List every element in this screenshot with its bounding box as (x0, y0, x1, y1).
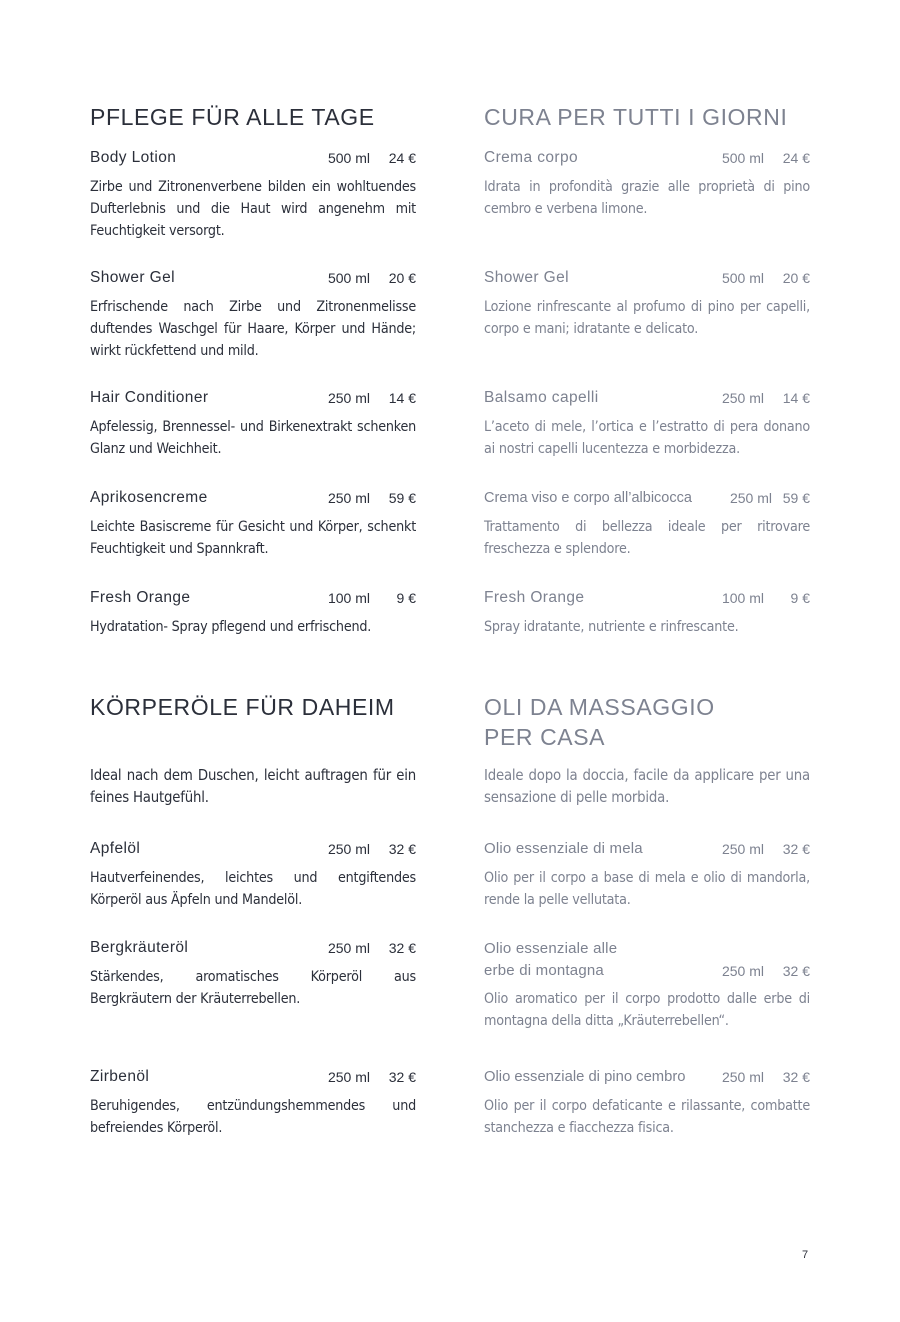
product-crema-corpo (484, 148, 810, 220)
section-intro: Ideal nach dem Duschen, leicht auftragen für ein feines Hautgefühl. (90, 767, 416, 806)
product-description: L’aceto di mele, l’ortica e l’estratto di pera donano ai nostri capelli lucentezza e morbidezza. (484, 419, 810, 457)
product-price: 14 € (388, 390, 416, 406)
product-name: Hair Conditioner (90, 389, 209, 406)
product-price: 32 € (388, 1069, 416, 1085)
product-aprikosencreme (90, 488, 416, 560)
product-volume: 500 ml (721, 270, 764, 286)
product-price: 59 € (782, 490, 810, 506)
product-name: Crema corpo (484, 149, 578, 166)
product-price: 32 € (782, 841, 810, 857)
product-zirbenoel (90, 1067, 416, 1139)
product-name: Crema viso e corpo all’albicocca (484, 490, 692, 506)
product-description: Olio aromatico per il corpo prodotto dalle erbe di montagna della ditta „Kräuterrebellen“. (484, 991, 810, 1029)
product-price: 32 € (388, 940, 416, 956)
product-volume: 100 ml (327, 590, 370, 606)
page-number: 7 (802, 1249, 809, 1261)
product-volume: 250 ml (721, 1069, 764, 1085)
product-volume: 250 ml (721, 390, 764, 406)
section-intro: Ideale dopo la doccia, facile da applicare per una sensazione di pelle morbida. (484, 767, 810, 806)
product-price: 24 € (782, 150, 810, 166)
product-volume: 250 ml (327, 841, 370, 857)
product-volume: 250 ml (327, 390, 370, 406)
product-description: Lozione rinfrescante al profumo di pino per capelli, corpo e mani; idratante e delicato. (484, 299, 810, 337)
product-price: 32 € (782, 963, 810, 979)
product-name: Zirbenöl (90, 1068, 150, 1085)
product-olio-erbe (484, 938, 810, 1032)
product-name: Bergkräuteröl (90, 939, 189, 956)
product-name: Aprikosencreme (90, 489, 208, 506)
product-name: Balsamo capelli (484, 389, 599, 406)
product-olio-mela (484, 839, 810, 911)
section-title-pflege: PFLEGE FÜR ALLE TAGE (90, 104, 375, 130)
product-crema-albicocca (484, 488, 810, 560)
product-volume: 500 ml (721, 150, 764, 166)
product-description: Hautverfeinendes, leichtes und entgiftendes Körperöl aus Äpfeln und Mandelöl. (90, 870, 416, 908)
product-volume: 250 ml (327, 1069, 370, 1085)
product-price: 24 € (388, 150, 416, 166)
product-price: 14 € (782, 390, 810, 406)
product-name: Olio essenziale alle erbe di montagna (484, 940, 618, 979)
product-description: Hydratation- Spray pflegend und erfrischend. (90, 619, 372, 635)
product-description: Stärkendes, aromatisches Körperöl aus Bergkräutern der Kräuterrebellen. (90, 969, 416, 1007)
section-title-oli: OLI DA MASSAGGIO PER CASA (484, 694, 715, 750)
product-volume: 500 ml (327, 270, 370, 286)
product-description: Erfrischende nach Zirbe und Zitronenmelisse duftendes Waschgel für Haare, Körper und Hände; wirkt rückfettend und mild. (90, 299, 416, 359)
product-name: Olio essenziale di mela (484, 840, 643, 857)
product-price: 59 € (388, 490, 416, 506)
product-description: Apfelessig, Brennessel- und Birkenextrakt schenken Glanz und Weichheit. (90, 419, 416, 457)
product-volume: 250 ml (327, 490, 370, 506)
product-name: Shower Gel (484, 269, 569, 286)
product-name: Shower Gel (90, 269, 175, 286)
product-hair-conditioner (90, 388, 416, 460)
product-description: Leichte Basiscreme für Gesicht und Körper, schenkt Feuchtigkeit und Spannkraft. (90, 519, 416, 557)
product-price: 32 € (782, 1069, 810, 1085)
product-fresh-orange (90, 588, 416, 638)
product-shower-gel (90, 268, 416, 362)
product-shower-gel-it (484, 268, 810, 340)
product-name: Body Lotion (90, 149, 177, 166)
product-price: 9 € (396, 590, 416, 606)
product-description: Olio per il corpo defaticante e rilassante, combatte stanchezza e fiacchezza fisica. (484, 1098, 810, 1136)
product-price: 20 € (782, 270, 810, 286)
product-description: Olio per il corpo a base di mela e olio di mandorla, rende la pelle vellutata. (484, 870, 810, 908)
product-description: Trattamento di bellezza ideale per ritrovare freschezza e splendore. (484, 519, 810, 557)
product-price: 32 € (388, 841, 416, 857)
product-volume: 100 ml (721, 590, 764, 606)
product-volume: 250 ml (729, 490, 772, 506)
section-title-cura: CURA PER TUTTI I GIORNI (484, 104, 788, 130)
product-volume: 250 ml (721, 841, 764, 857)
product-name: Fresh Orange (484, 589, 585, 606)
product-description: Spray idratante, nutriente e rinfrescante. (484, 619, 739, 635)
section-title-koerperoele: KÖRPERÖLE FÜR DAHEIM (90, 694, 395, 720)
product-volume: 250 ml (327, 940, 370, 956)
product-balsamo-capelli (484, 388, 810, 460)
product-volume: 250 ml (721, 963, 764, 979)
product-price: 9 € (790, 590, 810, 606)
product-name: Olio essenziale di pino cembro (484, 1069, 686, 1085)
product-olio-pino-cembro (484, 1067, 810, 1139)
product-description: Idrata in profondità grazie alle proprietà di pino cembro e verbena limone. (484, 179, 810, 217)
product-apfeloel (90, 839, 416, 911)
product-bergkraeuteroel (90, 938, 416, 1010)
product-price: 20 € (388, 270, 416, 286)
product-fresh-orange-it (484, 588, 810, 638)
product-name: Apfelöl (90, 840, 141, 857)
product-volume: 500 ml (327, 150, 370, 166)
product-description: Beruhigendes, entzündungshemmendes und befreiendes Körperöl. (90, 1098, 416, 1136)
product-name: Fresh Orange (90, 589, 191, 606)
product-body-lotion (90, 148, 416, 242)
product-description: Zirbe und Zitronenverbene bilden ein wohltuendes Dufterlebnis und die Haut wird angenehm mit Feuchtigkeit versorgt. (90, 179, 416, 239)
